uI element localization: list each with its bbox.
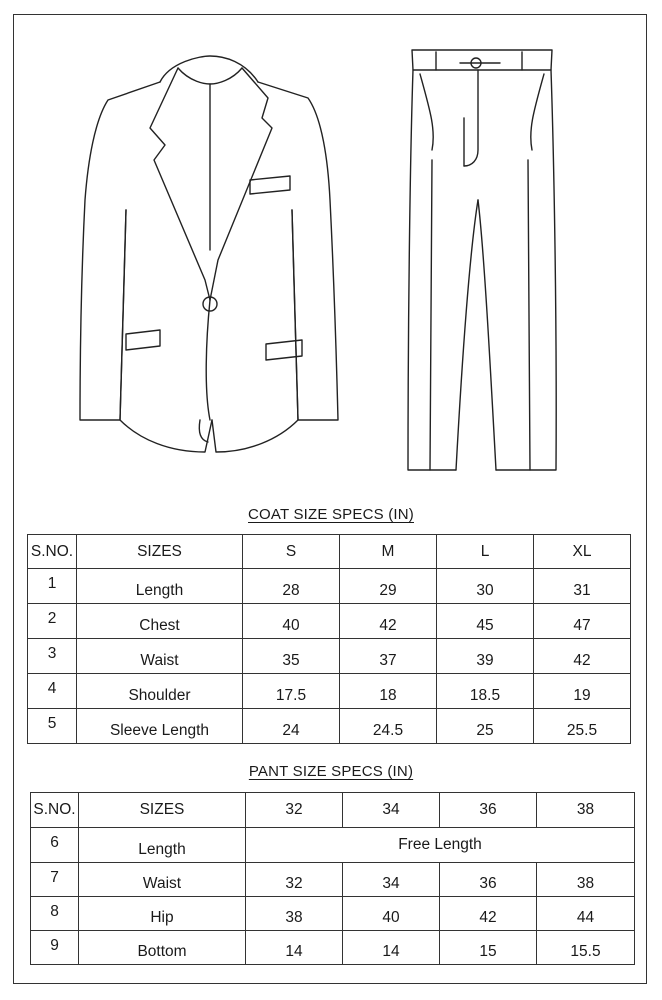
measure-name-cell: Sleeve Length <box>77 709 243 744</box>
measure-name-cell: Shoulder <box>77 674 243 709</box>
table-row <box>31 931 635 965</box>
measure-name-cell: Hip <box>79 897 246 931</box>
value-cell: 35 <box>243 639 340 674</box>
header-cell: XL <box>534 535 631 569</box>
value-cell: 42 <box>534 639 631 674</box>
value-cell: 42 <box>440 897 537 931</box>
pant-sketch <box>408 50 556 470</box>
value-cell: 24.5 <box>340 709 437 744</box>
sno-cell: 2 <box>28 604 77 639</box>
header-cell: L <box>437 535 534 569</box>
header-cell: 38 <box>537 793 635 828</box>
coat-sketch <box>80 56 338 452</box>
value-cell: 17.5 <box>243 674 340 709</box>
value-cell: 40 <box>343 897 440 931</box>
value-cell: 30 <box>437 569 534 604</box>
measure-name-cell: Length <box>77 569 243 604</box>
header-cell: S.NO. <box>28 535 77 569</box>
header-cell: M <box>340 535 437 569</box>
value-cell: 25 <box>437 709 534 744</box>
measure-name-cell: Waist <box>79 863 246 897</box>
value-cell: 15.5 <box>537 931 635 965</box>
sno-cell: 6 <box>31 828 79 863</box>
value-cell: 18.5 <box>437 674 534 709</box>
value-cell: 38 <box>537 863 635 897</box>
measure-name-cell: Waist <box>77 639 243 674</box>
sno-cell: 4 <box>28 674 77 709</box>
value-cell: 29 <box>340 569 437 604</box>
sno-cell: 7 <box>31 863 79 897</box>
value-cell: 44 <box>537 897 635 931</box>
value-cell: 28 <box>243 569 340 604</box>
header-cell: 32 <box>246 793 343 828</box>
sno-cell: 1 <box>28 569 77 604</box>
table-row <box>31 828 635 863</box>
measure-name-cell: Chest <box>77 604 243 639</box>
value-cell: 38 <box>246 897 343 931</box>
header-cell: S.NO. <box>31 793 79 828</box>
table-row <box>31 863 635 897</box>
value-cell: 24 <box>243 709 340 744</box>
sno-cell: 5 <box>28 709 77 744</box>
sno-cell: 9 <box>31 931 79 965</box>
value-cell: 34 <box>343 863 440 897</box>
value-cell: 14 <box>246 931 343 965</box>
value-cell: 39 <box>437 639 534 674</box>
value-cell: 47 <box>534 604 631 639</box>
value-cell: 25.5 <box>534 709 631 744</box>
table-row <box>28 709 631 744</box>
value-cell: 18 <box>340 674 437 709</box>
value-cell: 19 <box>534 674 631 709</box>
sno-cell: 3 <box>28 639 77 674</box>
value-cell: 45 <box>437 604 534 639</box>
table-row <box>28 674 631 709</box>
header-cell: 36 <box>440 793 537 828</box>
value-cell: 15 <box>440 931 537 965</box>
sno-cell: 8 <box>31 897 79 931</box>
header-cell: 34 <box>343 793 440 828</box>
table-row <box>28 604 631 639</box>
pant-table-title: PANT SIZE SPECS (IN) <box>248 763 414 780</box>
pant-size-table <box>30 792 635 965</box>
header-cell: SIZES <box>79 793 246 828</box>
merged-value-cell: Free Length <box>246 828 635 863</box>
table-header-row <box>31 793 635 828</box>
value-cell: 37 <box>340 639 437 674</box>
value-cell: 31 <box>534 569 631 604</box>
measure-name-cell: Bottom <box>79 931 246 965</box>
table-row <box>28 569 631 604</box>
value-cell: 42 <box>340 604 437 639</box>
value-cell: 14 <box>343 931 440 965</box>
value-cell: 32 <box>246 863 343 897</box>
value-cell: 36 <box>440 863 537 897</box>
coat-table-title: COAT SIZE SPECS (IN) <box>248 506 414 523</box>
value-cell: 40 <box>243 604 340 639</box>
header-cell: SIZES <box>77 535 243 569</box>
coat-size-table <box>27 534 631 744</box>
measure-name-cell: Length <box>79 828 246 863</box>
table-header-row <box>28 535 631 569</box>
table-row <box>28 639 631 674</box>
table-row <box>31 897 635 931</box>
header-cell: S <box>243 535 340 569</box>
